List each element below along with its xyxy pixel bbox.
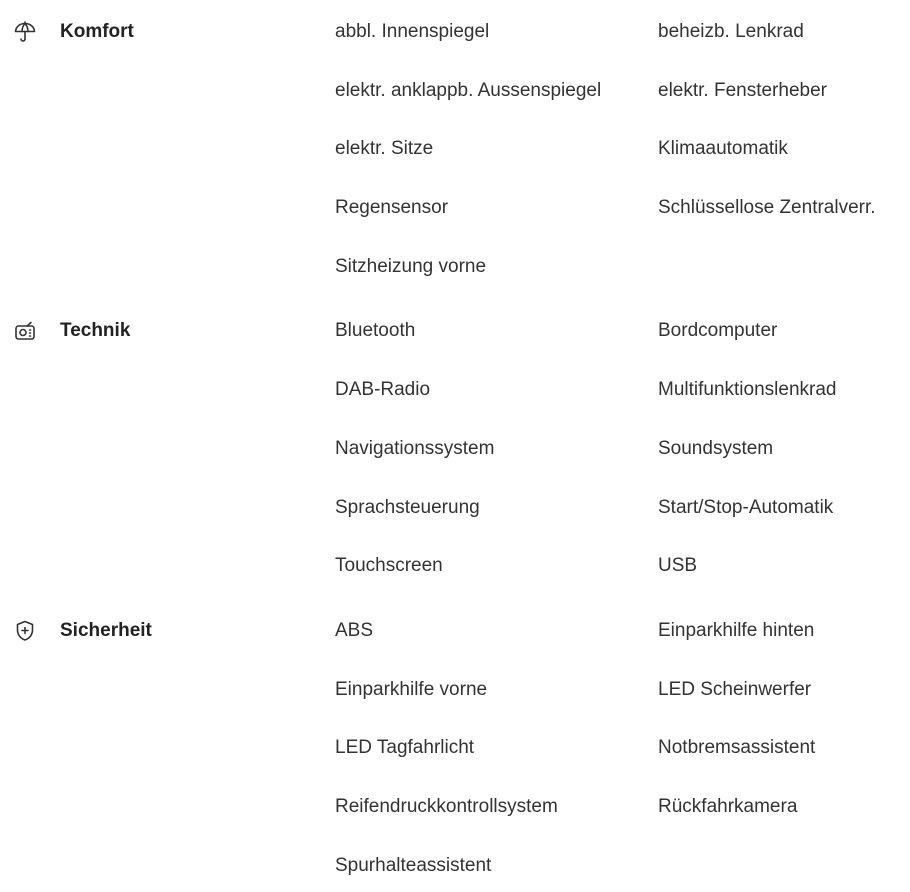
feature-item: elektr. Sitze	[335, 138, 434, 160]
radio-icon	[0, 287, 60, 343]
feature-item: Klimaautomatik	[658, 138, 788, 160]
feature-item: Notbremsassistent	[658, 737, 816, 759]
category-komfort	[0, 0, 910, 281]
feature-item: USB	[658, 555, 698, 577]
feature-item: Sitzheizung vorne	[335, 255, 487, 277]
category-items	[335, 587, 910, 880]
category-title: Sicherheit	[60, 619, 152, 641]
feature-item: abbl. Innenspiegel	[335, 21, 490, 42]
feature-item: beheizb. Lenkrad	[658, 21, 804, 42]
feature-item: LED Tagfahrlicht	[335, 737, 475, 759]
category-title: Technik	[60, 320, 131, 342]
umbrella-icon	[0, 0, 60, 44]
category-title: Komfort	[60, 21, 134, 42]
feature-item: Spurhalteassistent	[335, 854, 492, 876]
feature-item: Bluetooth	[335, 320, 416, 342]
shield-plus-icon	[0, 587, 60, 643]
feature-item: elektr. Fensterheber	[658, 79, 827, 101]
feature-item: DAB-Radio	[335, 379, 431, 401]
feature-item: Schlüssellose Zentralverr.	[658, 197, 876, 219]
feature-item: Einparkhilfe hinten	[658, 619, 815, 641]
feature-item: Multifunktionslenkrad	[658, 379, 837, 401]
feature-item: Soundsystem	[658, 437, 774, 459]
feature-item: ABS	[335, 619, 374, 641]
feature-item: LED Scheinwerfer	[658, 678, 812, 700]
feature-item: Bordcomputer	[658, 320, 778, 342]
feature-item: Reifendruckkontrollsystem	[335, 795, 558, 817]
feature-item: Sprachsteuerung	[335, 496, 480, 518]
category-technik	[0, 287, 910, 580]
feature-item: Rückfahrkamera	[658, 795, 798, 817]
feature-item: Start/Stop-Automatik	[658, 496, 834, 518]
feature-item: Einparkhilfe vorne	[335, 678, 488, 700]
category-items	[335, 287, 910, 580]
feature-item: elektr. anklappb. Aussenspiegel	[335, 79, 602, 101]
feature-item: Regensensor	[335, 197, 449, 219]
feature-item: Navigationssystem	[335, 437, 495, 459]
category-items	[335, 0, 910, 281]
feature-item: Touchscreen	[335, 555, 443, 577]
category-sicherheit	[0, 587, 910, 880]
